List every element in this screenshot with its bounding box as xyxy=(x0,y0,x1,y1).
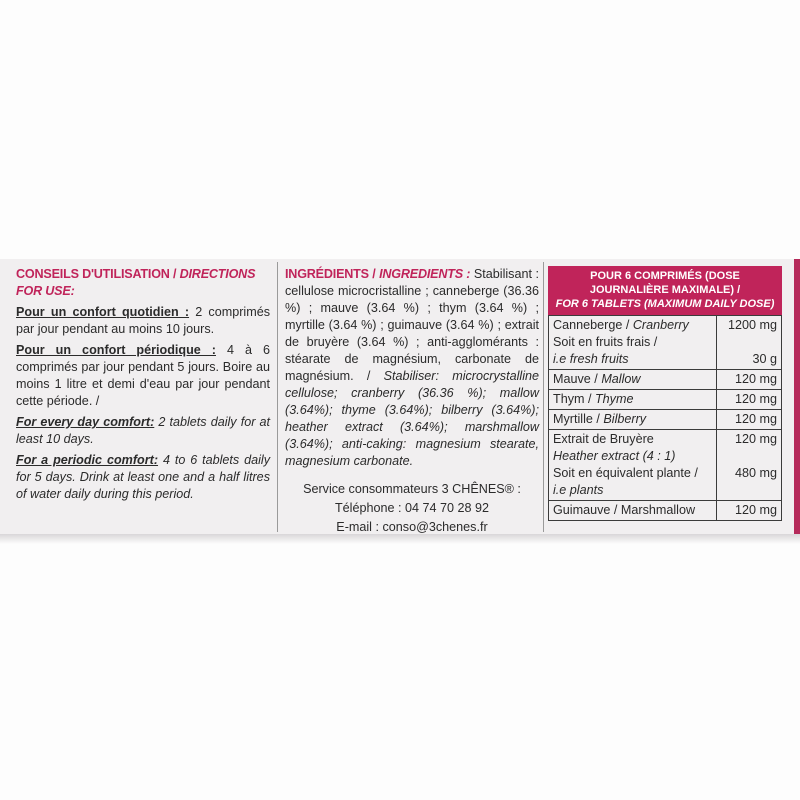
ingredient-name-fr: Thym / xyxy=(553,392,592,406)
periodic-fr-text: 4 à 6 comprimés par jour pendant 5 jours. Boire au moins 1 litre et demi d'eau par jour pendant cette période. / xyxy=(16,343,271,408)
periodic-fr-label: Pour un confort périodique : xyxy=(16,343,216,357)
ingredient-name-fr: Mauve / xyxy=(553,372,598,386)
table-header-fr: POUR 6 COMPRIMÉS (DOSE JOURNALIÈRE MAXIMALE) / xyxy=(589,270,741,296)
amount-sub-value: 30 g xyxy=(752,352,777,366)
directions-heading-en: DIRECTIONS xyxy=(179,267,256,281)
daily-fr-paragraph xyxy=(16,304,270,338)
composition-table xyxy=(548,266,782,521)
directions-heading-fr: CONSEILS D'UTILISATION / xyxy=(16,267,177,281)
ingredient-cell xyxy=(549,410,717,430)
amount-cell xyxy=(717,316,782,370)
directions-section xyxy=(16,266,270,507)
daily-fr-label: Pour un confort quotidien : xyxy=(16,305,190,319)
daily-en-text: 2 tablets daily for at least 10 days. xyxy=(16,415,270,446)
ingredient-sub-fr: Soit en fruits frais / xyxy=(553,335,658,349)
amount-cell: 120 mg xyxy=(717,370,782,390)
service-phone: Téléphone : 04 74 70 28 92 xyxy=(334,501,490,515)
daily-en-label: For every day comfort: xyxy=(16,415,155,429)
table-header-en: FOR 6 TABLETS (MAXIMUM DAILY DOSE) xyxy=(555,298,775,310)
periodic-en-text: 4 to 6 tablets daily for 5 days. Drink at least one and a half litres of water daily during this period. xyxy=(16,453,271,501)
column-divider xyxy=(543,262,544,532)
daily-en-paragraph xyxy=(16,414,270,448)
column-divider xyxy=(277,262,278,532)
periodic-fr-paragraph xyxy=(16,342,270,410)
ingredient-cell xyxy=(549,430,717,501)
amount-cell xyxy=(717,430,782,501)
amount-value: 1200 mg xyxy=(727,318,777,332)
table-row xyxy=(549,430,782,501)
ingredients-heading-fr: INGRÉDIENTS / xyxy=(285,267,376,281)
directions-heading-en-2: FOR USE: xyxy=(16,284,75,298)
ingredient-cell xyxy=(549,501,717,521)
amount-cell: 120 mg xyxy=(717,501,782,521)
ingredient-name-en: Heather extract (4 : 1) xyxy=(553,449,676,463)
ingredient-name-en: Bilberry xyxy=(603,412,647,426)
periodic-en-label: For a periodic comfort: xyxy=(16,453,159,467)
table-row xyxy=(549,501,782,521)
ingredient-name-fr: Myrtille / xyxy=(553,412,600,426)
ingredient-sub-en: i.e fresh fruits xyxy=(553,352,629,366)
ingredient-sub-en: i.e plants xyxy=(553,483,604,497)
ingredient-sub-fr: Soit en équivalent plante / xyxy=(553,466,698,480)
table-header xyxy=(548,266,782,315)
amount-cell: 120 mg xyxy=(717,410,782,430)
service-email: E-mail : conso@3chenes.fr xyxy=(336,520,488,534)
table-row xyxy=(549,370,782,390)
ingredient-cell xyxy=(549,390,717,410)
ingredients-paragraph xyxy=(285,266,539,470)
table-row xyxy=(549,390,782,410)
ingredients-section xyxy=(285,266,539,537)
ingredient-name-fr: Canneberge / xyxy=(553,318,630,332)
amount-value: 120 mg xyxy=(734,432,777,446)
ingredients-heading-en: INGREDIENTS : xyxy=(379,267,471,281)
ingredient-name-en: Thyme xyxy=(594,392,634,406)
consumer-service xyxy=(285,480,539,537)
composition-rows xyxy=(548,315,782,521)
ingredient-name-en: Cranberry xyxy=(632,318,689,332)
package-edge xyxy=(794,259,800,534)
table-row xyxy=(549,316,782,370)
ingredient-name-fr: Extrait de Bruyère xyxy=(553,432,654,446)
ingredient-name-en: Mallow xyxy=(601,372,641,386)
ingredient-cell xyxy=(549,370,717,390)
table-row xyxy=(549,410,782,430)
ingredient-name-fr: Guimauve / Marshmallow xyxy=(553,503,696,517)
service-title: Service consommateurs 3 CHÊNES® : xyxy=(303,482,521,496)
periodic-en-paragraph xyxy=(16,452,270,503)
ingredients-text-fr: Stabilisant : cellulose microcristalline ; canneberge (36.36 %) ; mauve (3.64 %) ; thym (3.64 %) ; myrtille (3.64 %) ; guimauve (3.64 %) ; extrait de bruyère (3.64 %) ; anti-agglomérants : stéarate de magnésium, carbonate de magnésium. / xyxy=(285,267,540,383)
amount-cell: 120 mg xyxy=(717,390,782,410)
ingredient-cell xyxy=(549,316,717,370)
daily-fr-text: 2 comprimés par jour pendant au moins 10 jours. xyxy=(16,305,271,336)
amount-sub-value: 480 mg xyxy=(734,466,777,480)
directions-heading xyxy=(16,266,270,300)
ingredients-text-en: Stabiliser: microcrystalline cellulose; cranberry (36.36 %); mallow (3.64%); thyme (3.64%); bilberry (3.64%); heather extract (3.64%); marshmallow (3.64%); anti-caking: magnesium stearate, magnesium carbonate. xyxy=(285,369,539,468)
